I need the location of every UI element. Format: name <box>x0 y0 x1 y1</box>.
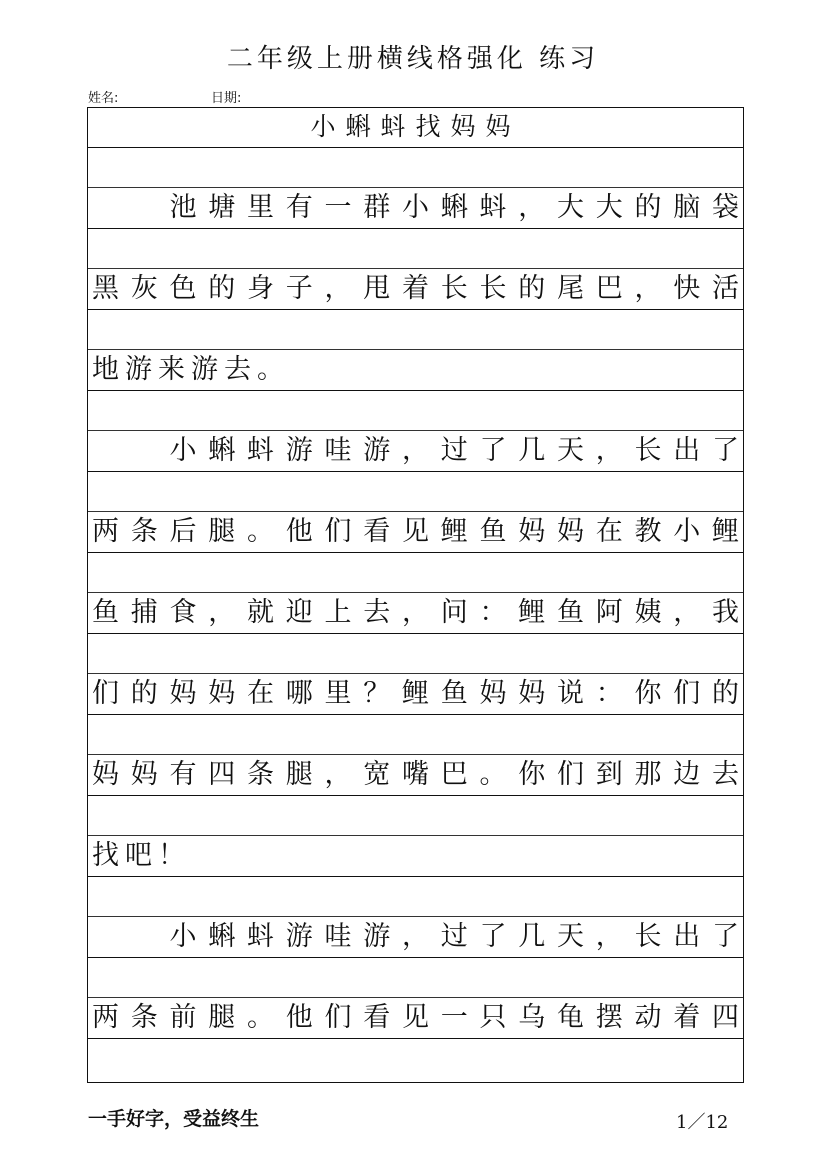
footer-slogan: 一手好字，受益终生 <box>88 1108 260 1130</box>
blank-row <box>88 877 743 917</box>
text-row <box>88 432 743 472</box>
text-row <box>88 999 743 1039</box>
text-row <box>88 918 743 958</box>
text-line: 地游来游去。 <box>92 354 290 385</box>
passage-heading: 小蝌蚪找妈妈 <box>310 112 521 141</box>
text-row <box>88 189 743 229</box>
blank-row <box>88 391 743 431</box>
page-title: 二年级上册横线格强化 练习 <box>226 44 600 74</box>
text-line: 妈妈有四条腿，宽嘴巴。你们到那边去 <box>92 759 739 790</box>
name-label: 姓名: <box>88 91 119 106</box>
blank-row <box>88 229 743 269</box>
blank-row <box>88 958 743 998</box>
text-row <box>88 837 743 877</box>
text-row <box>88 351 743 391</box>
text-line: 小蝌蚪游哇游，过了几天，长出了 <box>92 921 739 952</box>
blank-row <box>88 148 743 188</box>
text-line: 两条前腿。他们看见一只乌龟摆动着四 <box>92 1002 739 1033</box>
text-line: 鱼捕食，就迎上去，问：鲤鱼阿姨，我 <box>92 597 739 628</box>
blank-row <box>88 715 743 755</box>
text-line: 们的妈妈在哪里？鲤鱼妈妈说：你们的 <box>92 678 739 709</box>
text-row <box>88 594 743 634</box>
blank-row <box>88 553 743 593</box>
text-row <box>88 756 743 796</box>
text-line: 小蝌蚪游哇游，过了几天，长出了 <box>92 435 739 466</box>
text-row <box>88 675 743 715</box>
heading-row <box>88 108 743 148</box>
blank-row <box>88 796 743 836</box>
text-row <box>88 513 743 553</box>
date-label: 日期: <box>211 91 242 106</box>
blank-row <box>88 1039 743 1079</box>
text-line: 黑灰色的身子，甩着长长的尾巴，快活 <box>92 273 739 304</box>
blank-row <box>88 310 743 350</box>
blank-row <box>88 634 743 674</box>
text-line: 找吧！ <box>92 840 191 871</box>
writing-sheet <box>87 107 744 1083</box>
blank-row <box>88 472 743 512</box>
text-line: 两条后腿。他们看见鲤鱼妈妈在教小鲤 <box>92 516 739 547</box>
text-row <box>88 270 743 310</box>
text-line: 池塘里有一群小蝌蚪，大大的脑袋 <box>92 192 739 223</box>
page-number: 1／12 <box>676 1112 729 1133</box>
